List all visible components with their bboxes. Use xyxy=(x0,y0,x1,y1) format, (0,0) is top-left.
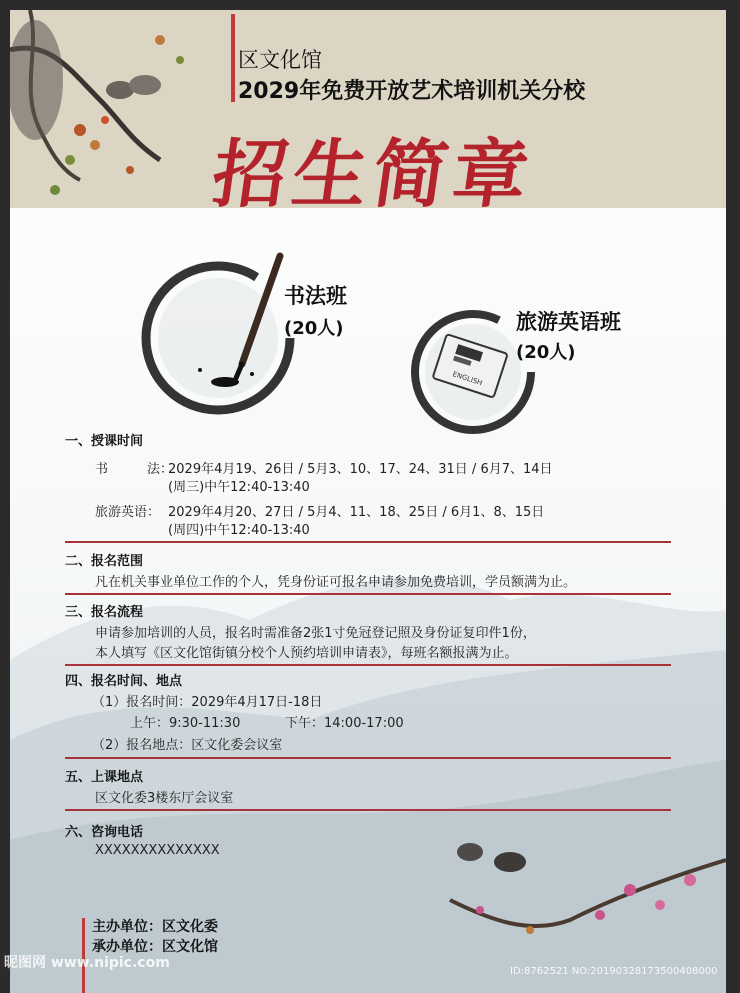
registration-place: （2）报名地点：区文化委会议室 xyxy=(92,738,283,753)
section-heading-process: 三、报名流程 xyxy=(65,605,144,620)
course-count-calligraphy: (20人) xyxy=(284,318,344,339)
label-calligraphy-1: 书 xyxy=(95,462,109,477)
section-divider xyxy=(65,593,671,595)
organizing-unit: 承办单位：区文化馆 xyxy=(92,939,218,955)
poster xyxy=(10,10,726,993)
registration-morning: 上午：9:30-11:30 xyxy=(130,716,241,731)
english-dates: 2029年4月20、27日 / 5月4、11、18、25日 / 6月1、8、15日 xyxy=(168,505,545,520)
ink-painting-branch xyxy=(10,10,240,240)
calligraphy-dates: 2029年4月19、26日 / 5月3、10、17、24、31日 / 6月7、14日 xyxy=(168,462,553,477)
course-count-english: (20人) xyxy=(516,342,576,363)
english-time: (周四)中午12:40-13:40 xyxy=(168,523,310,538)
label-english: 旅游英语： xyxy=(95,505,161,520)
watermark-id: ID:8762521 NO:20190328173500408000 xyxy=(510,966,718,977)
watermark-site: 昵图网 www.nipic.com xyxy=(4,955,170,971)
section-heading-location: 五、上课地点 xyxy=(65,770,144,785)
host-organization: 主办单位：区文化委 xyxy=(92,919,218,935)
section-heading-phone: 六、咨询电话 xyxy=(65,825,144,840)
svg-text:ENGLISH: ENGLISH xyxy=(451,370,484,388)
process-text-2: 本人填写《区文化馆街镇分校个人预约培训申请表》，每班名额报满为止。 xyxy=(95,646,518,661)
title-accent-bar xyxy=(231,14,235,102)
process-text-1: 申请参加培训的人员，报名时需准备2张1寸免冠登记照及身份证复印件1份， xyxy=(95,626,536,641)
section-heading-schedule: 一、授课时间 xyxy=(65,434,144,449)
section-heading-eligibility: 二、报名范围 xyxy=(65,554,144,569)
bird-icon xyxy=(457,843,483,861)
eligibility-text: 凡在机关事业单位工作的个人，凭身份证可报名申请参加免费培训，学员额满为止。 xyxy=(95,575,577,590)
phone-number: XXXXXXXXXXXXXX xyxy=(95,843,220,858)
ink-circle-calligraphy xyxy=(130,246,310,426)
registration-time: （1）报名时间：2029年4月17日-18日 xyxy=(92,695,323,710)
label-calligraphy-2: 法： xyxy=(147,462,174,477)
calligraphy-time: (周三)中午12:40-13:40 xyxy=(168,480,310,495)
calligraphy-heading: 招生简章 xyxy=(207,132,540,218)
course-name-calligraphy: 书法班 xyxy=(284,284,347,308)
class-location: 区文化委3楼东厅会议室 xyxy=(95,791,234,806)
bird-icon xyxy=(494,852,526,872)
section-divider xyxy=(65,757,671,759)
organizer-title: 区文化馆 xyxy=(238,48,322,72)
section-divider xyxy=(65,809,671,811)
registration-afternoon: 下午：14:00-17:00 xyxy=(285,716,404,731)
section-divider xyxy=(65,664,671,666)
section-heading-registration: 四、报名时间、地点 xyxy=(65,674,183,689)
course-name-english: 旅游英语班 xyxy=(516,310,621,334)
page-title: 2029年免费开放艺术培训机关分校 xyxy=(238,79,586,104)
section-divider xyxy=(65,541,671,543)
